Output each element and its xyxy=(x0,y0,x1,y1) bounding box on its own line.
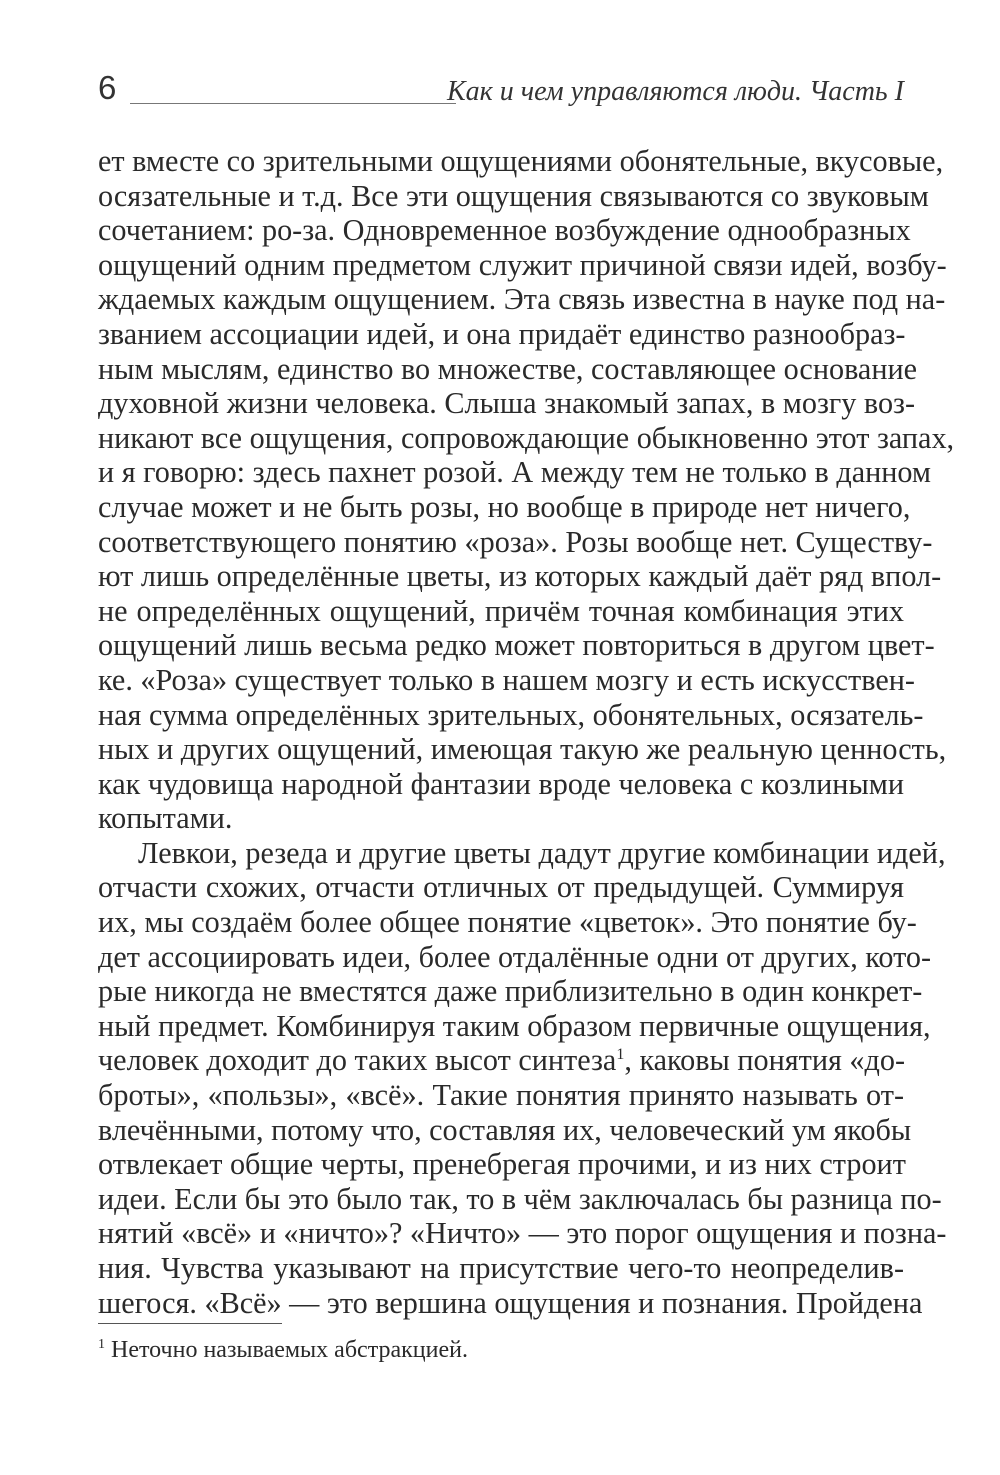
text-line: ке. «Роза» существует только в нашем мозгу и есть искусствен- xyxy=(98,662,915,697)
text-line: идеи. Если бы это было так, то в чём заключалась бы разница по- xyxy=(98,1181,942,1216)
text-line: копытами. xyxy=(98,801,233,836)
text-line: отвлекает общие черты, пренебрегая прочими, и из них строит xyxy=(98,1147,906,1182)
text-line: ных и других ощущений, имеющая такую же реальную ценность, xyxy=(98,732,947,767)
text-line: броты», «пользы», «всё». Такие понятия принято называть от- xyxy=(98,1078,904,1113)
text-line: осязательные и т.д. Все эти ощущения связываются со звуковым xyxy=(98,178,929,213)
text-line: шегося. «Всё» — это вершина ощущения и познания. Пройдена xyxy=(98,1285,923,1320)
text-line: ощущений лишь весьма редко может повториться в другом цвет- xyxy=(98,628,935,663)
body-text xyxy=(98,144,955,1320)
text-line: ным мыслям, единство во множестве, составляющее основание xyxy=(98,351,918,386)
footnote xyxy=(98,1334,468,1366)
text-line: дет ассоциировать идеи, более отдалённые одни от других, кото- xyxy=(98,939,932,974)
text-line: отчасти схожих, отчасти отличных от предыдущей. Суммируя xyxy=(98,870,904,905)
footnote-rule xyxy=(98,1323,282,1324)
text-line: ния. Чувства указывают на присутствие чего-то неопределив- xyxy=(98,1251,904,1285)
text-line: ют лишь определённые цветы, из которых каждый даёт ряд впол- xyxy=(98,559,942,594)
text-line: не определённых ощущений, причём точная комбинация этих xyxy=(98,593,904,628)
paragraph-start-line: Левкои, резеда и другие цветы дадут другие комбинации идей, xyxy=(138,835,946,870)
text-line: и я говорю: здесь пахнет розой. А между тем не только в данном xyxy=(98,455,932,490)
text-line: духовной жизни человека. Слыша знакомый запах, в мозгу воз- xyxy=(98,386,916,421)
text-line: нятий «всё» и «ничто»? «Ничто» — это порог ощущения и позна- xyxy=(98,1216,947,1251)
text-line-with-footnote xyxy=(98,1043,904,1078)
text-line: ет вместе со зрительными ощущениями обонятельные, вкусовые, xyxy=(98,144,944,178)
footnote-text: Неточно называемых абстракцией. xyxy=(111,1337,468,1363)
text-line: влечёнными, потому что, составляя их, человеческий ум якобы xyxy=(98,1112,912,1147)
text-line: званием ассоциации идей, и она придаёт единство разнообраз- xyxy=(98,316,906,351)
page-number: 6 xyxy=(98,69,117,106)
text-segment: , каковы понятия «до- xyxy=(624,1043,906,1078)
text-line: ная сумма определённых зрительных, обонятельных, осязатель- xyxy=(98,697,924,732)
text-line: ждаемых каждым ощущением. Эта связь известна в науке под на- xyxy=(98,282,946,317)
text-line: ощущений одним предметом служит причиной связи идей, возбу- xyxy=(98,247,947,282)
text-line: как чудовища народной фантазии вроде человека с козлиными xyxy=(98,766,904,801)
text-line: ный предмет. Комбинируя таким образом первичные ощущения, xyxy=(98,1008,931,1043)
footnote-reference[interactable]: 1 xyxy=(616,1046,625,1064)
text-line: никают все ощущения, сопровождающие обыкновенно этот запах, xyxy=(98,420,955,455)
text-line: рые никогда не вместятся даже приблизительно в один конкрет- xyxy=(98,974,923,1009)
text-line: их, мы создаём более общее понятие «цветок». Это понятие бу- xyxy=(98,905,917,940)
text-line: соответствующего понятию «роза». Розы вообще нет. Существу- xyxy=(98,524,933,559)
text-segment: человек доходит до таких высот синтеза xyxy=(98,1043,617,1078)
text-line: сочетанием: ро-за. Одновременное возбуждение однообразных xyxy=(98,213,911,248)
text-line: случае может и не быть розы, но вообще в природе нет ничего, xyxy=(98,489,911,524)
running-title: Как и чем управляются люди. Часть I xyxy=(447,76,904,107)
footnote-mark: 1 xyxy=(98,1337,105,1352)
header-rule xyxy=(130,103,456,104)
